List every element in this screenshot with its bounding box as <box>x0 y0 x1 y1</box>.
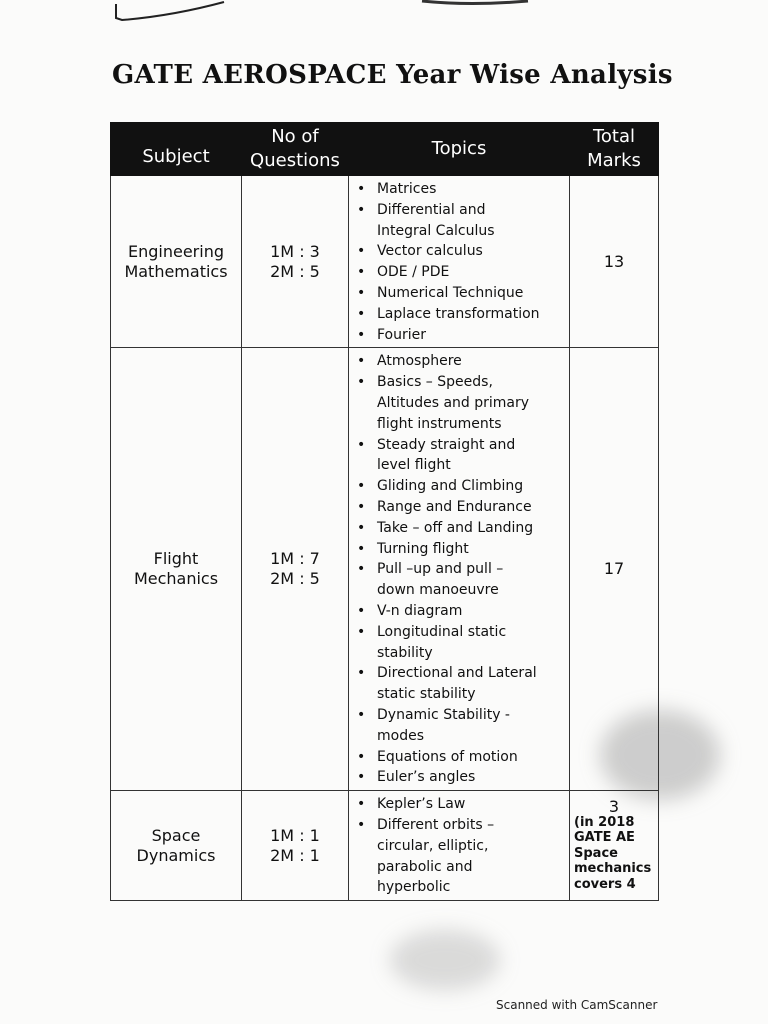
marks-text: Space <box>574 845 618 861</box>
subject-cell <box>111 791 242 901</box>
question-count-text: 1M : 3 <box>270 241 320 261</box>
topics-cell <box>349 348 570 791</box>
questions-cell <box>242 348 349 791</box>
topic-item: • Euler’s angles <box>377 767 565 788</box>
topic-item: • Different orbits – <box>377 815 565 836</box>
question-count-text: 1M : 1 <box>270 825 320 845</box>
topics-cell <box>349 791 570 901</box>
topic-item: • V-n diagram <box>377 601 565 622</box>
subject-text: Engineering <box>128 241 224 261</box>
marks-text: mechanics <box>574 861 652 877</box>
topic-item: • Matrices <box>377 179 565 200</box>
question-count-text: 2M : 1 <box>270 845 320 865</box>
analysis-table <box>110 122 659 901</box>
topics-list <box>353 179 565 345</box>
questions-cell <box>242 791 349 901</box>
pen-scribble-mark-top <box>420 0 530 8</box>
page-title: GATE AEROSPACE Year Wise Analysis <box>112 60 673 90</box>
topic-item: • Laplace transformation <box>377 304 565 325</box>
topic-item: • Range and Endurance <box>377 497 565 518</box>
topic-item: • ODE / PDE <box>377 262 565 283</box>
subject-text: Mathematics <box>124 261 228 281</box>
marks-cell <box>570 348 659 791</box>
topic-item: • Steady straight and <box>377 435 565 456</box>
topic-item: circular, elliptic, <box>377 837 489 854</box>
subject-cell <box>111 348 242 791</box>
header-marks: Total Marks <box>570 123 659 176</box>
topic-item: • Fourier <box>377 325 565 346</box>
topic-item: static stability <box>377 686 476 703</box>
topic-item: • Turning flight <box>377 539 565 560</box>
topic-item: • Longitudinal static <box>377 622 565 643</box>
question-count-text: 2M : 5 <box>270 569 320 589</box>
topic-item: • Dynamic Stability - <box>377 705 565 726</box>
marks-cell <box>570 176 659 348</box>
topic-item: • Gliding and Climbing <box>377 476 565 497</box>
subject-cell <box>111 176 242 348</box>
question-count-text: 2M : 5 <box>270 261 320 281</box>
topic-item: • Atmosphere <box>377 351 565 372</box>
table-row <box>111 791 659 901</box>
subject-text: Dynamics <box>136 845 216 865</box>
topic-item: • Vector calculus <box>377 241 565 262</box>
topic-item: down manoeuvre <box>377 582 499 599</box>
topic-item: • Numerical Technique <box>377 283 565 304</box>
topic-item: • Kepler’s Law <box>377 794 565 815</box>
topic-item: • Directional and Lateral <box>377 663 565 684</box>
topic-item: hyperbolic <box>377 879 451 896</box>
header-subject: Subject <box>111 123 242 176</box>
scan-smudge-bottom <box>390 930 500 990</box>
topic-item: • Differential and <box>377 200 565 221</box>
header-questions: No of Questions <box>242 123 349 176</box>
topics-cell <box>349 176 570 348</box>
topic-item: flight instruments <box>377 415 502 432</box>
subject-text: Flight <box>153 549 199 569</box>
marks-text: 3 <box>608 797 620 817</box>
questions-cell <box>242 176 349 348</box>
topics-list <box>353 351 565 788</box>
topic-item: Altitudes and primary <box>377 394 530 411</box>
topic-item: • Pull –up and pull – <box>377 559 565 580</box>
header-topics: Topics <box>349 123 570 176</box>
table-row <box>111 176 659 348</box>
topic-item: modes <box>377 727 424 744</box>
marks-text: covers 4 <box>574 876 636 892</box>
topics-list <box>353 794 565 898</box>
topic-item: level flight <box>377 457 451 474</box>
marks-text: (in 2018 <box>574 814 635 830</box>
scanner-watermark: Scanned with CamScanner <box>496 998 658 1012</box>
topic-item: Integral Calculus <box>377 222 495 239</box>
subject-text: Space <box>151 825 201 845</box>
marks-cell <box>570 791 659 901</box>
topic-item: • Equations of motion <box>377 747 565 768</box>
table-row <box>111 348 659 791</box>
subject-text: Mechanics <box>133 569 219 589</box>
marks-text: 13 <box>603 251 625 271</box>
table-header-row <box>111 123 659 176</box>
pen-scribble-mark <box>112 0 232 26</box>
topic-item: • Basics – Speeds, <box>377 372 565 393</box>
topic-item: parabolic and <box>377 858 473 875</box>
marks-text: 17 <box>603 559 625 579</box>
marks-text: GATE AE <box>574 830 635 846</box>
question-count-text: 1M : 7 <box>270 549 320 569</box>
topic-item: • Take – off and Landing <box>377 518 565 539</box>
topic-item: stability <box>377 644 433 661</box>
